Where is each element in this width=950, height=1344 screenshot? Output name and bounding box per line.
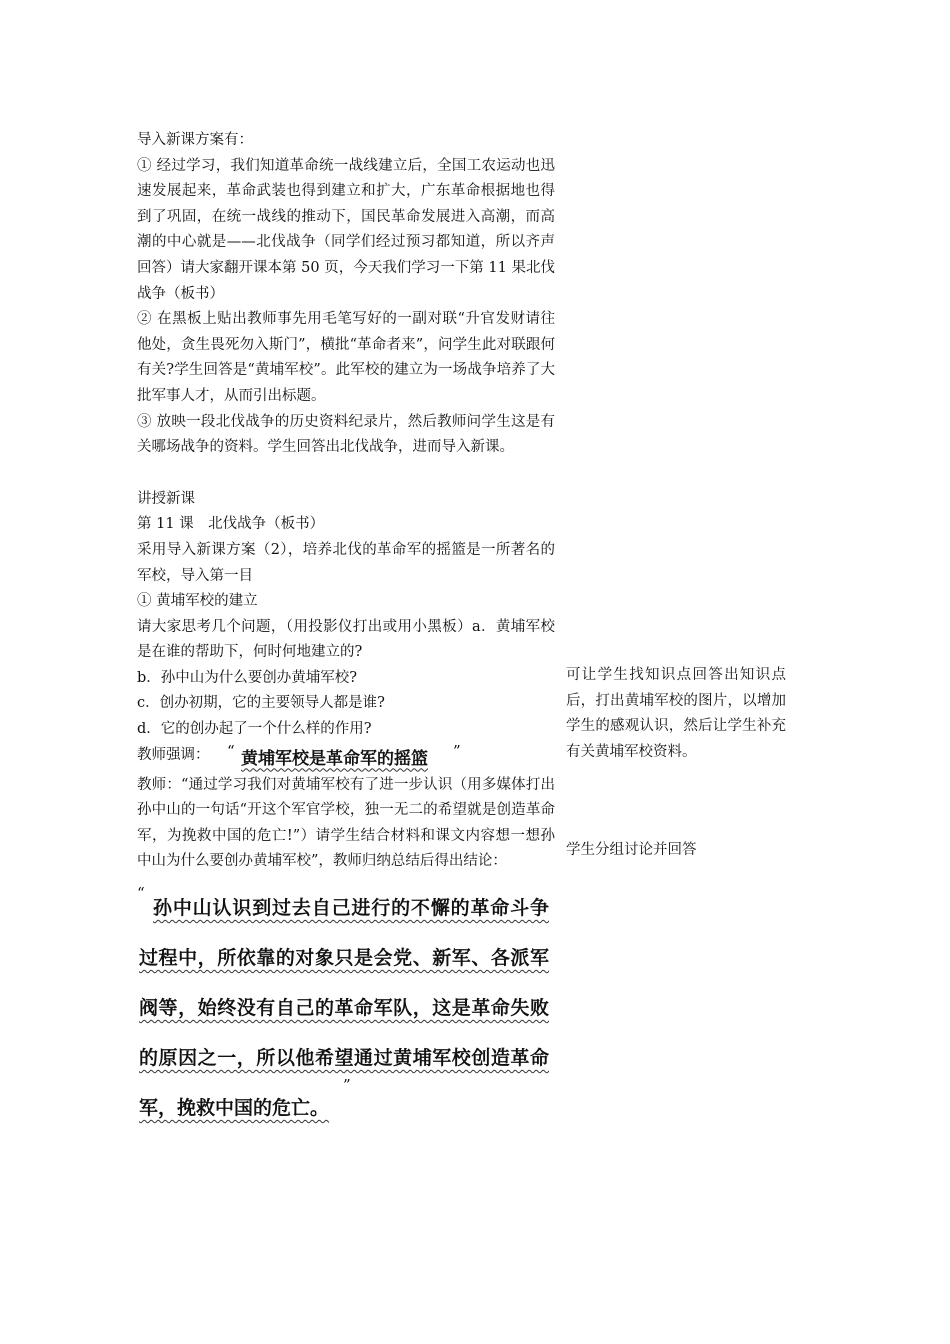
intro-option-3: ③ 放映一段北伐战争的历史资料纪录片，然后教师问学生这是有关哪场战争的资料。学生回答出北伐战争，进而导入新课。	[137, 413, 555, 456]
question-a: 请大家思考几个问题，（用投影仪打出或用小黑板）a．黄埔军校是在谁的帮助下，何时何地建立的?	[137, 618, 555, 661]
teacher-emphasis	[137, 743, 555, 773]
lesson-title: 第 11 课 北伐战争（板书）	[137, 516, 325, 533]
intro-heading: 导入新课方案有：	[137, 132, 253, 148]
side-note-2: 学生分组讨论并回答	[566, 842, 697, 858]
question-b: b．孙中山为什么要创办黄埔军校?	[137, 669, 358, 686]
teacher-paragraph: 教师：“通过学习我们对黄埔军校有了进一步认识（用多媒体打出孙中山的一句话“开这个军官学校，独一无二的希望就是创造革命军，为挽救中国的危亡!”）请学生结合材料和课文内容想一想孙中山为什么要创办黄埔军校”，教师归纳总结后得出结论：	[137, 776, 555, 870]
conclusion-close-quote: ”	[343, 1076, 351, 1095]
close-quote: ”	[453, 741, 461, 760]
section-heading: ① 黄埔军校的建立	[137, 593, 258, 610]
conclusion-text: 孙中山认识到过去自己进行的不懈的革命斗争过程中，所依靠的对象只是会党、新军、各派军阀等，始终没有自己的革命军队，这是革命失败的原因之一，所以他希望通过黄埔军校创造革命军，挽救中国的危亡。	[139, 897, 549, 1120]
lesson-intro: 采用导入新课方案（2），培养北伐的革命军的摇篮是一所著名的军校，导入第一目	[137, 541, 555, 584]
side-note-1: 可让学生找知识点回答出知识点后，打出黄埔军校的图片，以增加学生的感观认识，然后让学生补充有关黄埔军校资料。	[566, 667, 786, 760]
open-quote: “	[227, 741, 235, 760]
conclusion-open-quote: “	[137, 884, 145, 903]
emphasis-label: 教师强调：	[137, 746, 210, 763]
question-c: c．创办初期，它的主要领导人都是谁?	[137, 695, 385, 712]
spacer	[137, 461, 555, 487]
conclusion-block	[137, 883, 555, 1133]
intro-option-1: ① 经过学习，我们知道革命统一战线建立后，全国工农运动也迅速发展起来，革命武装也得到建立和扩大，广东革命根据地也得到了巩固，在统一战线的推动下，国民革命发展进入高潮，而高潮的中心就是——北伐战争（同学们经过预习都知道，所以齐声回答）请大家翻开课本第 50 页，今天我们学习一下第 11 果北伐战争（板书）	[137, 157, 555, 302]
lesson-heading: 讲授新课	[137, 490, 195, 507]
intro-option-2: ② 在黑板上贴出教师事先用毛笔写好的一副对联“升官发财请往他处，贪生畏死勿入斯门”，横批“革命者来”，问学生此对联跟何有关?学生回答是“黄埔军校”。此军校的建立为一场战争培养了大批军事人才，从而引出标题。	[137, 311, 555, 404]
question-d: d．它的创办起了一个什么样的作用?	[137, 721, 372, 738]
emphasis-text: 黄埔军校是革命军的摇篮	[241, 748, 428, 769]
main-column	[137, 128, 555, 1133]
